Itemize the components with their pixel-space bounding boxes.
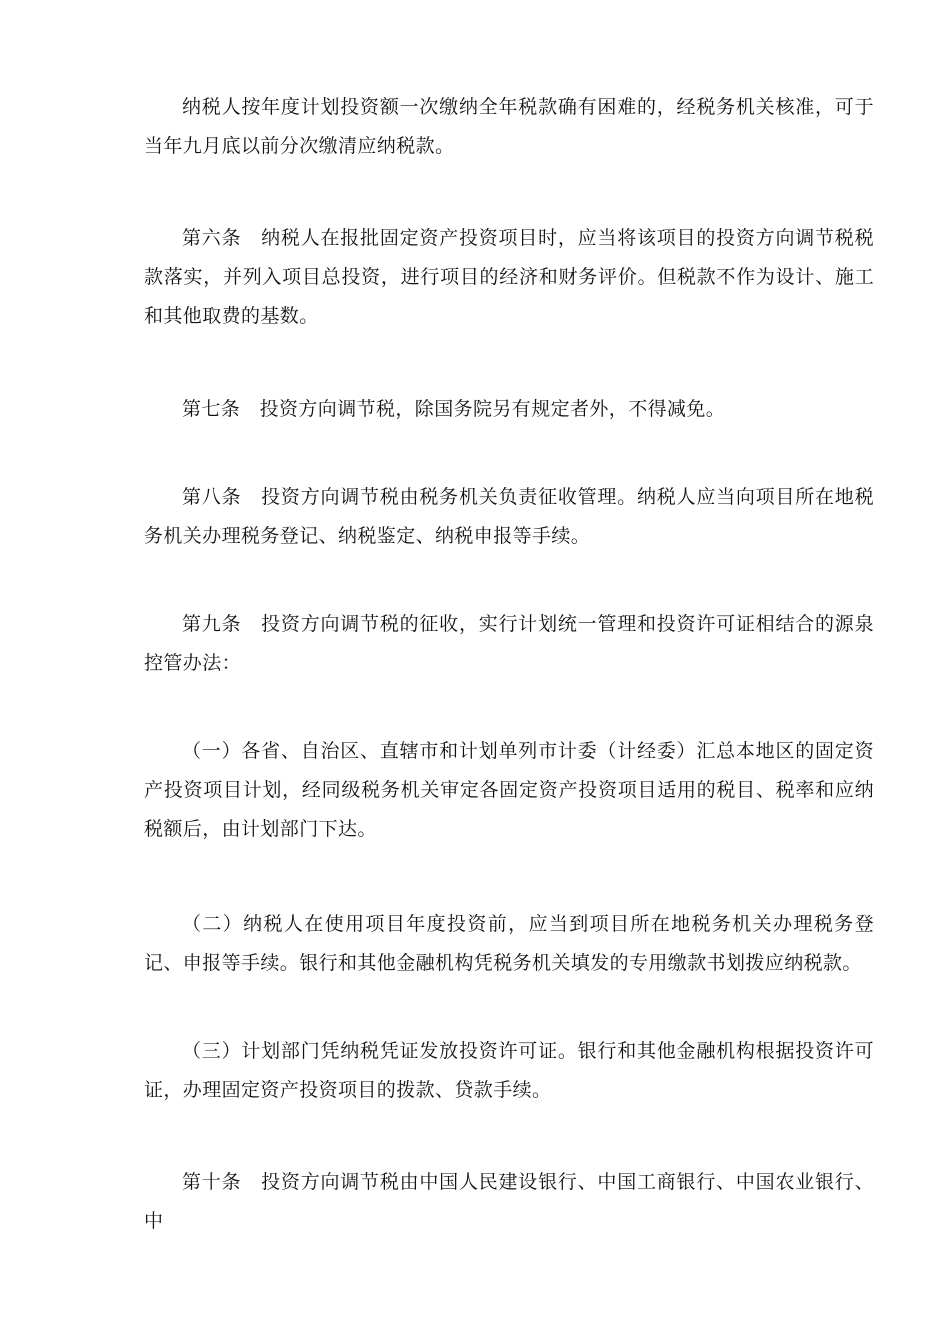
paragraph-item-3: （三）计划部门凭纳税凭证发放投资许可证。银行和其他金融机构根据投资许可证，办理固定资产投资项目的拨款、贷款手续。 xyxy=(144,1040,874,1101)
paragraph-payment-installments: 纳税人按年度计划投资额一次缴纳全年税款确有困难的，经税务机关核准，可于当年九月底以前分次缴清应纳税款。 xyxy=(144,96,874,157)
paragraph-article-8: 第八条 投资方向调节税由税务机关负责征收管理。纳税人应当向项目所在地税务机关办理税务登记、纳税鉴定、纳税申报等手续。 xyxy=(144,486,874,547)
paragraph-article-7: 第七条 投资方向调节税，除国务院另有规定者外，不得减免。 xyxy=(182,398,726,420)
paragraph-article-10: 第十条 投资方向调节税由中国人民建设银行、中国工商银行、中国农业银行、中 xyxy=(144,1171,874,1232)
paragraph-article-6: 第六条 纳税人在报批固定资产投资项目时，应当将该项目的投资方向调节税税款落实，并列入项目总投资，进行项目的经济和财务评价。但税款不作为设计、施工和其他取费的基数。 xyxy=(144,227,874,327)
paragraph-article-9: 第九条 投资方向调节税的征收，实行计划统一管理和投资许可证相结合的源泉控管办法： xyxy=(144,613,874,674)
paragraph-item-2: （二）纳税人在使用项目年度投资前，应当到项目所在地税务机关办理税务登记、申报等手续。银行和其他金融机构凭税务机关填发的专用缴款书划拨应纳税款。 xyxy=(144,913,874,974)
paragraph-item-1: （一）各省、自治区、直辖市和计划单列市计委（计经委）汇总本地区的固定资产投资项目计划，经同级税务机关审定各固定资产投资项目适用的税目、税率和应纳税额后，由计划部门下达。 xyxy=(144,740,874,840)
